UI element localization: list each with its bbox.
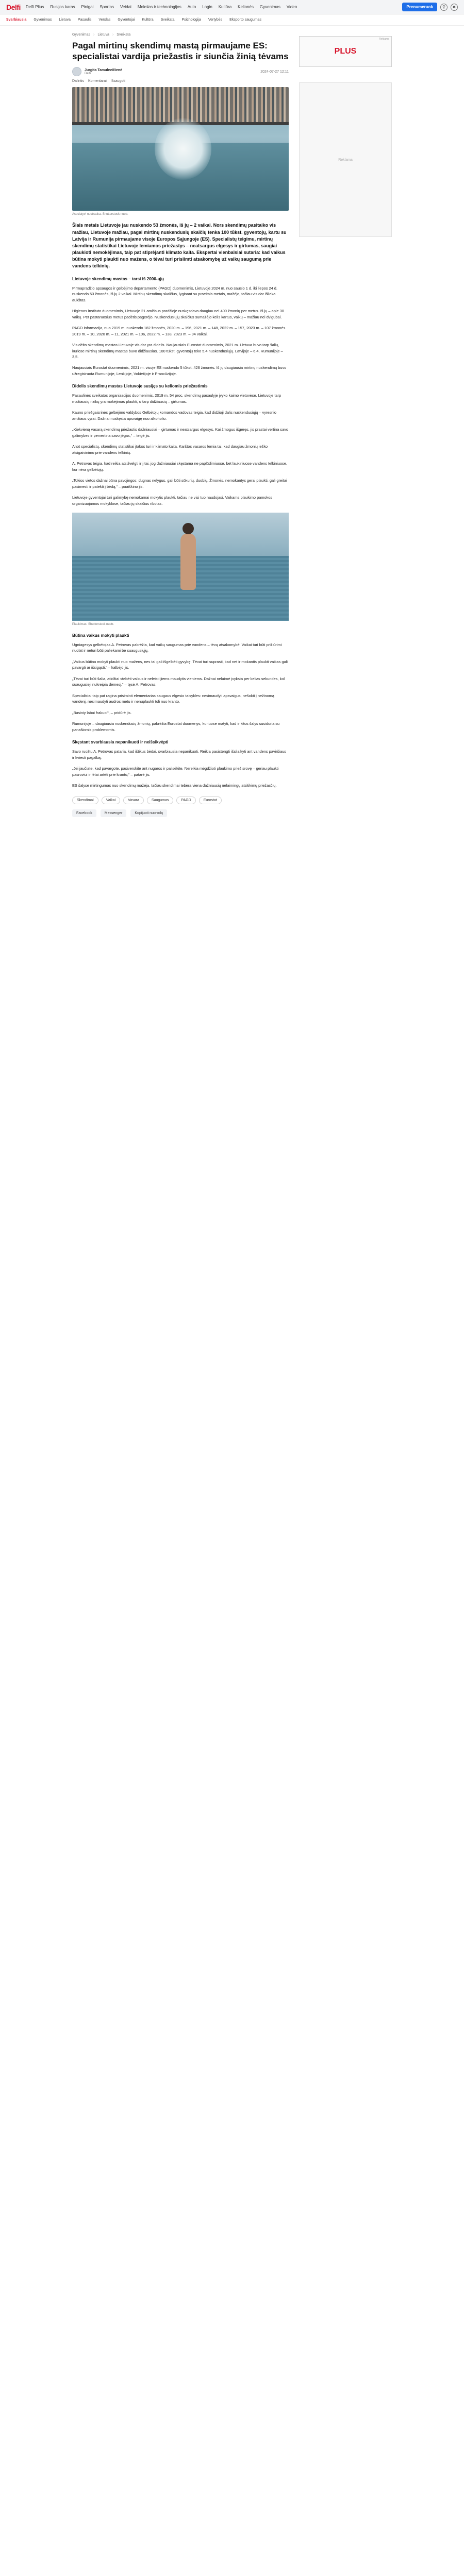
ad-column — [289, 26, 392, 827]
article-lead: Šiais metais Lietuvoje jau nuskendo 53 žmonės, iš jų – 2 vaikai. Nors skendimų pasitaiko vis mažiau, Lietuvoje mažiau, pagal mirtinų nuskendusių skaičių tenka 100 tūkst. gyventojų, kartu su Latvija ir Rumunija pirmaujame visoje Europos Sąjungoje (ES). Specialistų teigimu, mirtinų skendimų statistikai Lietuvoje lemiamos priežastys – neatsargus elgesys ir girtumas, saugiai plaukioti nemokėjimas, taip pat stiprėjanti klimato kaita. Ekspertai vienbalsiai sutaria: kad vaikus būtina mokyti plaukti nuo mažens, o tėvai turi prisiimti atsakomybę už vaikų saugumą prie vandens telkinių. — [72, 223, 287, 268]
subnav-item[interactable]: Sveikata — [160, 18, 175, 22]
hero-splash — [155, 118, 211, 180]
author-avatar — [72, 67, 81, 76]
nav-item[interactable]: Login — [202, 5, 212, 9]
nav-item[interactable]: Pinigai — [81, 5, 94, 9]
subnav-tag[interactable]: Svarbiausia — [6, 18, 27, 22]
paragraph: PAGD informacija, nuo 2019 m. nuskendo 182 žmonės, 2020 m. – 196, 2021 m. – 148, 2022 m. – 157, 2023 m. – 107 žmonės. 2019 m. – 10, 2020 m. – 11, 2021 m. – 106, 2022 m. – 138, 2023 m. – 94 vaikai. — [72, 326, 287, 336]
publish-date: 2024-07-27 12:11 — [260, 70, 289, 74]
section-heading: Būtina vaikus mokyti plaukti — [72, 633, 129, 638]
quote-paragraph: „Basiniy labai frakuoi“, – pridūrė jis. — [72, 710, 132, 715]
paragraph: Rumunijoje – daugiausia nuskendusių žmonių, pabrėžia Eurostat duomenys, kuriuose matyti, kad ir kitos šalys susiduria su panašiomis problemomis. — [72, 721, 280, 732]
breadcrumb-separator: › — [93, 33, 95, 37]
top-right-controls — [402, 3, 458, 11]
ad-banner[interactable] — [299, 36, 392, 67]
inline-image — [72, 513, 289, 621]
quote-paragraph: „Tokios vietos dažnai būna pavojingos: dugnas nelygus, gali būti sūkurių, duobių. Žmonės, nemokantys gerai plaukti, gali greitai pasimesti ir patekti į bėdą,“ – paaiškino jis. — [72, 478, 287, 489]
nav-item[interactable]: Delfi Plius — [25, 5, 44, 9]
paragraph: Specialistai taip pat ragina prisiminti elementarias saugaus elgesio taisykles: nesimaudyti apsvaigus, nešokti į nežinomą vandenį, nesimaudyti audros metu ir nenuplaukti toli nuo kranto. — [72, 693, 274, 704]
author-row — [72, 67, 289, 76]
ad-skyscraper[interactable]: Reklama — [299, 82, 392, 237]
nav-item[interactable]: Veidai — [120, 5, 131, 9]
breadcrumb-item[interactable]: Lietuva — [97, 33, 109, 37]
subnav-item[interactable]: Gyvenimas — [34, 18, 52, 22]
paragraph: Anot specialistų, skendimų statistikai įtakos turi ir klimato kaita. Karštos vasaros lemia tai, kad daugiau žmonių ieško atsigaivinimo prie vandens telkinių. — [72, 444, 268, 455]
breadcrumb-item[interactable]: Sveikata — [117, 33, 131, 37]
author-role: Delfi — [85, 72, 91, 75]
ad-label: Reklama — [379, 38, 389, 41]
tag-chip[interactable]: PAGD — [176, 796, 195, 804]
top-navigation — [0, 0, 464, 14]
quote-paragraph: „Vaikus būtina mokyti plaukti nuo mažens, nes tai gali išgelbėti gyvybę. Tėvai turi suprasti, kad net ir mokantis plaukti vaikas gali pavargti ar išsigąsti,“ – kalbėjo jis. — [72, 659, 288, 670]
tag-chip[interactable]: Vaikai — [102, 796, 121, 804]
subnav-item[interactable]: Eksporto saugumas — [229, 18, 261, 22]
copy-link-button[interactable]: Kopijuoti nuorodą — [130, 809, 167, 817]
nav-item[interactable]: Kelionės — [238, 5, 254, 9]
nav-item[interactable]: Rusijos karas — [50, 5, 75, 9]
subnav-item[interactable]: Gyventojai — [118, 18, 135, 22]
inline-image-head — [183, 523, 194, 534]
nav-item[interactable]: Mokslas ir technologijos — [137, 5, 181, 9]
subnav-item[interactable]: Verslas — [98, 18, 111, 22]
tag-chip[interactable]: Skendimai — [72, 796, 98, 804]
hero-image — [72, 87, 289, 211]
site-logo[interactable]: Delfi — [6, 3, 21, 11]
article-actions — [72, 79, 289, 83]
share-action[interactable]: Dalintis — [72, 79, 84, 83]
hero-caption: Asociatyvi nuotrauka. Shutterstock nuotr. — [72, 213, 128, 216]
ad-logo: PLUS — [334, 47, 357, 56]
paragraph: Kauno priešgaisrinės gelbėjimo valdybos Gelbėtojų komandos vadovas teigia, kad didžioji dalis nuskendusiųjų – vyresnio amžiaus vyrai. Dažnai nuskęsta apsvaigę nuo alkoholio. — [72, 410, 277, 421]
article-title: Pagal mirtinų skendimų mastą pirmaujame ES: specialistai vardija priežastis ir siunčia žinią tėvams — [72, 41, 289, 61]
paragraph: Pasaulinės sveikatos organizacijos duomenimis, 2019 m. 54 proc. skendimų pasaulyje įvyko kaimo vietovėse. Lietuvoje tarp mažiausių rizikų yra mokėjimas plaukti, o tarp didžiausių – girtumas. — [72, 393, 281, 404]
subnav-item[interactable]: Vertybės — [208, 18, 223, 22]
share-messenger-button[interactable]: Messenger — [101, 809, 127, 817]
breadcrumb-item[interactable]: Gyvenimas — [72, 33, 91, 37]
section-heading: Lietuvoje skendimų mastas – tarsi iš 2000-ųjų — [72, 276, 164, 281]
article — [72, 26, 289, 827]
tag-chip[interactable]: Saugumas — [147, 796, 173, 804]
nav-item[interactable]: Video — [286, 5, 297, 9]
breadcrumb-separator: › — [112, 33, 114, 37]
quote-paragraph: „Jei jaučiate, kad pavargote, pasiverskite ant nugaros ir pailsėkite. Nereikia mėgdžioti plaukimo prieš srovę – geriau plaukti pasroviui ir lėtai artėti prie kranto,“ – patarė jis. — [72, 766, 279, 777]
author-info — [85, 69, 122, 75]
paragraph: Naujausiais Eurostat duomenimis, 2021 m. visoje ES nuskendo 5 tūkst. 426 žmonės. Iš jų daugiausia mirtinų nuskendimų buvo užregistruota Rumunijoje, Lenkijoje, Vokietijoje ir Prancūzijoje. — [72, 365, 287, 376]
comments-action[interactable]: Komentarai — [88, 79, 107, 83]
page-layout — [0, 26, 464, 827]
section-heading: Didelis skendimų mastas Lietuvoje susijęs su keliomis priežastimis — [72, 384, 208, 389]
share-facebook-button[interactable]: Facebook — [72, 809, 96, 817]
tag-chip[interactable]: Vasara — [123, 796, 144, 804]
inline-image-person — [180, 533, 196, 590]
inline-caption: Plaukimas. Shutterstock nuotr. — [72, 622, 114, 626]
nav-item[interactable]: Kultūra — [218, 5, 232, 9]
tag-chip[interactable]: Eurostat — [199, 796, 222, 804]
paragraph: A. Petrovas teigia, kad reikia atsižvelgti ir į tai, jog dažniausiai skęstama ne paplūdimiuose, bet laukiniuose vandens telkiniuose, kur nėra gelbėtojų. — [72, 461, 287, 472]
paragraph: Ugniagesys gelbėtojas A. Petrovas pabrėžia, kad vaikų saugumas prie vandens – tėvų atsakomybė. Vaikai turi būti prižiūrimi nuolat ir neturi būti paliekami be suaugusiųjų. — [72, 642, 282, 653]
tag-list — [72, 796, 289, 804]
search-icon[interactable]: ⚲ — [440, 4, 448, 11]
nav-item[interactable]: Auto — [187, 5, 196, 9]
paragraph: Vis dėlto skendimų mastas Lietuvoje vis dar yra didelis. Naujausiais Eurostat duomenimis, 2021 m. Lietuva buvo tarp šalių, kuriose mirtinų skendimų mastas buvo didžiausias. 100 tūkst. gyventojų teko 5,4 nuskendusiųjų. Latvijoje – 6,4, Rumunijoje – 3,5. — [72, 343, 283, 360]
nav-item[interactable]: Sportas — [100, 5, 114, 9]
share-bar — [72, 809, 289, 817]
paragraph: Pirmapradžio apsaugos ir gelbėjimo departamento (PAGD) duomenimis, Lietuvoje 2024 m. nuo sausio 1 d. iki liepos 24 d. nuskendo 53 žmonės, iš jų 2 vaikai. Mirtinų skendimų skaičius, lyginant su praeitais metais, mažėjo, tačiau vis dar išlieka aukštas. — [72, 285, 277, 302]
subscribe-button[interactable]: Prenumeruok — [402, 3, 437, 11]
breadcrumb — [72, 33, 289, 37]
main-nav — [26, 5, 397, 9]
paragraph: Higienos instituto duomenimis, Lietuvoje 21 amžiaus pradžioje nuskęsdavo daugiau nei 400 žmonių per metus. Iš jų – apie 30 vaikų. Per pastaruosius metus padėtis pagerėjo. Nuskendusiųjų skaičius sumažėjo kelis kartus, vaikų – mažiau nei dvigubai. — [72, 309, 284, 319]
subnav-item[interactable]: Lietuva — [59, 18, 71, 22]
subnav-item[interactable]: Pasaulis — [77, 18, 92, 22]
section-heading: Skęstant svarbiausia nepanikuoti ir neišsikvėpti — [72, 740, 169, 745]
paragraph: Lietuvoje gyventojai turi galimybę nemokamai mokytis plaukti, tačiau ne visi tuo naudojasi. Vaikams plaukimo pamokos organizuojamos mokyklose, tačiau jų skaičius ribotas. — [72, 495, 273, 506]
nav-item[interactable]: Gyvenimas — [259, 5, 280, 9]
author-name[interactable]: Jurgita Tamulevičienė — [85, 68, 123, 72]
subnav-item[interactable]: Kultūra — [142, 18, 154, 22]
sub-navigation — [0, 14, 464, 26]
user-icon[interactable]: ☻ — [451, 4, 458, 11]
subnav-item[interactable]: Psichologija — [181, 18, 201, 22]
quote-paragraph: „Tėvai turi būti šalia, atidžiai stebėti vaikus ir neleisti jiems maudytis vieniems. Dažnai nelaimė įvyksta per kelias sekundes, kol suaugusieji nukreipia dėmesį,“ – tęsė A. Petrovas. — [72, 676, 285, 687]
save-action[interactable]: Išsaugoti — [110, 79, 125, 83]
paragraph: ES šalyse mirtingumas nuo skendimų mažėja, tačiau skendimai tebėra viena dažniausių nelaimingų atsitikimų priežasčių. — [72, 783, 277, 788]
paragraph: Savo ruožtu A. Petrovas pataria, kad ištikus bėdai, svarbiausia nepanikuoti. Reikia pasistengti išsilaikyti ant vandens paviršiaus ir kviesti pagalbą. — [72, 749, 286, 760]
quote-paragraph: „Kiekvieną vasarą skendimų priežastis dažniausiai – girtumas ir neatsargus elgesys. Kai žmogus išgėręs, jis prastai vertina savo galimybes ir pervertina savo jėgas,“ – teigė jis. — [72, 427, 288, 438]
